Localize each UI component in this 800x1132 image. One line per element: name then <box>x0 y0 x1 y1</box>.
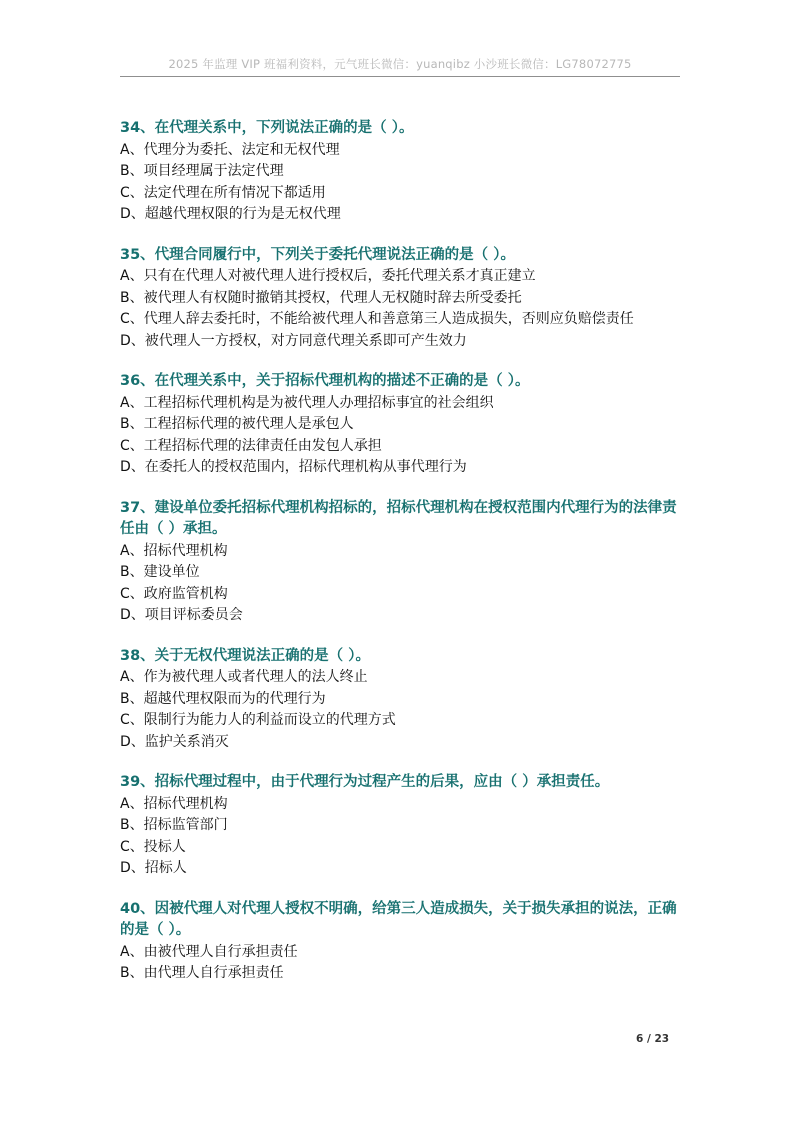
option-d: D、项目评标委员会 <box>120 607 243 623</box>
option-c: C、法定代理在所有情况下都适用 <box>120 184 326 201</box>
option-a: A、工程招标代理机构是为被代理人办理招标事宜的社会组织 <box>120 394 494 411</box>
option-b: B、项目经理属于法定代理 <box>120 163 284 179</box>
option-b: B、由代理人自行承担责任 <box>120 965 284 981</box>
question-title: 34、在代理关系中，下列说法正确的是（ ）。 <box>120 120 414 136</box>
option-c: C、工程招标代理的法律责任由发包人承担 <box>120 437 382 454</box>
option-c: C、政府监管机构 <box>120 585 228 602</box>
option-c: C、代理人辞去委托时，不能给被代理人和善意第三人造成损失，否则应负赔偿责任 <box>120 311 634 327</box>
question-38 <box>120 646 690 754</box>
question-36 <box>120 371 690 479</box>
question-title: 40、因被代理人对代理人授权不明确，给第三人造成损失，关于损失承担的说法，正确的是（ ）。 <box>120 900 677 938</box>
option-c: C、投标人 <box>120 838 186 855</box>
question-list <box>120 118 690 1004</box>
option-a: A、代理分为委托、法定和无权代理 <box>120 141 340 158</box>
question-title: 38、关于无权代理说法正确的是（ ）。 <box>120 647 370 664</box>
option-b: B、被代理人有权随时撤销其授权，代理人无权随时辞去所受委托 <box>120 289 522 306</box>
question-39 <box>120 772 690 880</box>
question-37 <box>120 498 690 627</box>
option-d: D、被代理人一方授权，对方同意代理关系即可产生效力 <box>120 332 467 349</box>
option-a: A、由被代理人自行承担责任 <box>120 943 298 960</box>
option-b: B、超越代理权限而为的代理行为 <box>120 690 326 707</box>
question-title: 37、建设单位委托招标代理机构招标的，招标代理机构在授权范围内代理行为的法律责任由（ ）承担。 <box>120 499 677 537</box>
option-b: B、招标监管部门 <box>120 817 228 833</box>
option-d: D、招标人 <box>120 860 187 876</box>
question-title: 35、代理合同履行中，下列关于委托代理说法正确的是（ ）。 <box>120 246 515 263</box>
question-40 <box>120 899 690 985</box>
header-divider <box>120 76 680 77</box>
question-title: 36、在代理关系中，关于招标代理机构的描述不正确的是（ ）。 <box>120 373 530 389</box>
page-header: 2025 年监理 VIP 班福利资料，元气班长微信：yuanqibz 小沙班长微信：LG78072775 <box>168 57 632 71</box>
option-d: D、在委托人的授权范围内，招标代理机构从事代理行为 <box>120 459 467 475</box>
question-35 <box>120 245 690 353</box>
option-a: A、作为被代理人或者代理人的法人终止 <box>120 669 368 685</box>
option-b: B、工程招标代理的被代理人是承包人 <box>120 416 354 432</box>
question-title: 39、招标代理过程中，由于代理行为过程产生的后果，应由（ ）承担责任。 <box>120 774 610 790</box>
option-a: A、招标代理机构 <box>120 542 228 559</box>
option-c: C、限制行为能力人的利益而设立的代理方式 <box>120 712 396 728</box>
page-number: 6 / 23 <box>636 1033 670 1045</box>
option-d: D、超越代理权限的行为是无权代理 <box>120 206 341 222</box>
option-d: D、监护关系消灭 <box>120 733 229 750</box>
option-b: B、建设单位 <box>120 564 200 580</box>
option-a: A、招标代理机构 <box>120 795 228 812</box>
question-34 <box>120 118 690 226</box>
option-a: A、只有在代理人对被代理人进行授权后，委托代理关系才真正建立 <box>120 268 536 284</box>
